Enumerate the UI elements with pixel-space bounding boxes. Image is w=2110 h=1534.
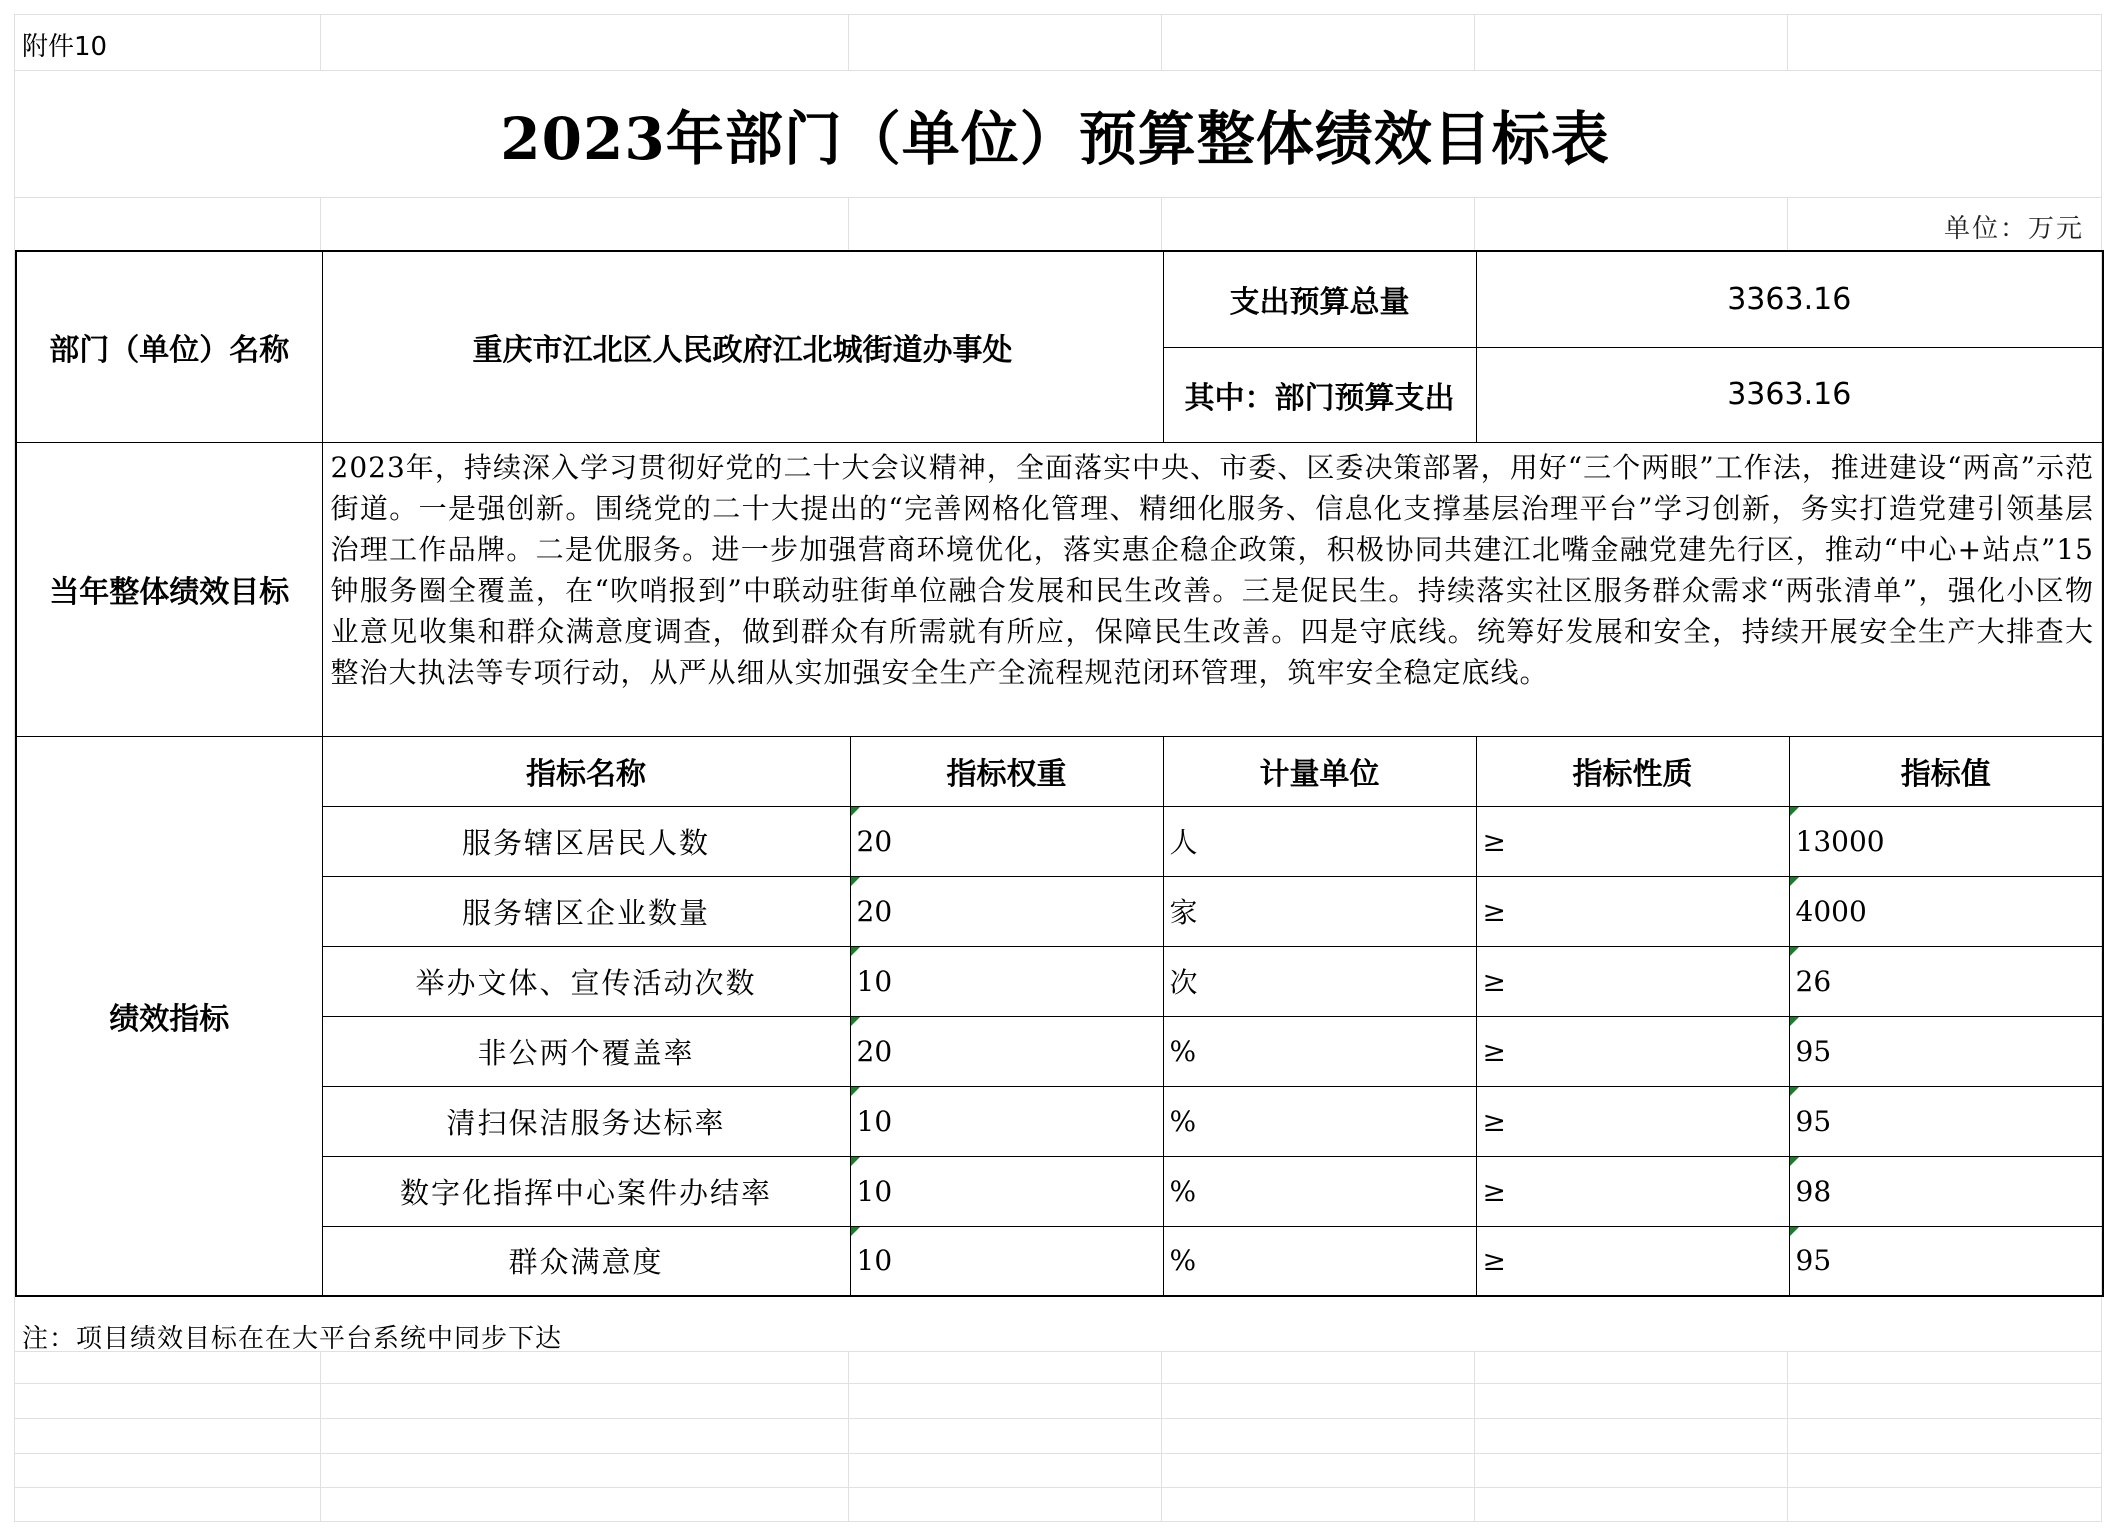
indicator-unit: %: [1163, 1226, 1476, 1296]
indicator-weight: 20: [850, 876, 1163, 946]
dept-label-cell: [16, 251, 322, 442]
indicators-label-cell: [16, 736, 322, 1296]
dept-budget-label-cell: [1163, 347, 1476, 442]
col-header-value: 指标值: [1789, 736, 2103, 806]
indicator-value: 95: [1789, 1086, 2103, 1156]
indicator-unit: 人: [1163, 806, 1476, 876]
table-row: [16, 876, 2103, 946]
total-label-cell: [1163, 251, 1476, 347]
indicator-weight: 20: [850, 806, 1163, 876]
total-value-cell: [1476, 251, 2103, 347]
indicator-weight: 20: [850, 1016, 1163, 1086]
indicator-value: 13000: [1789, 806, 2103, 876]
indicator-nature: ≥: [1476, 806, 1789, 876]
indicator-value: 26: [1789, 946, 2103, 1016]
indicator-value: 95: [1789, 1016, 2103, 1086]
indicator-weight: 10: [850, 1156, 1163, 1226]
indicator-name: 举办文体、宣传活动次数: [322, 946, 850, 1016]
indicator-value: 95: [1789, 1226, 2103, 1296]
dept-label: 部门（单位）名称: [49, 332, 290, 368]
col-header-weight: 指标权重: [850, 736, 1163, 806]
total-label: 支出预算总量: [1229, 285, 1410, 321]
indicator-unit: 家: [1163, 876, 1476, 946]
goal-text-cell: [322, 442, 2103, 736]
indicator-nature: ≥: [1476, 1016, 1789, 1086]
indicator-nature: ≥: [1476, 876, 1789, 946]
indicator-weight: 10: [850, 1226, 1163, 1296]
col-header-unit: 计量单位: [1163, 736, 1476, 806]
indicators-label: 绩效指标: [109, 1001, 230, 1037]
table-row: [16, 946, 2103, 1016]
table-row: [16, 806, 2103, 876]
performance-table: [15, 250, 2104, 1297]
indicator-nature: ≥: [1476, 1086, 1789, 1156]
table-row: [16, 1226, 2103, 1296]
indicator-unit: %: [1163, 1086, 1476, 1156]
indicator-name: 清扫保洁服务达标率: [322, 1086, 850, 1156]
table-row: [16, 1086, 2103, 1156]
unit-label: 单位：万元: [1943, 214, 2084, 244]
page-title: 2023年部门（单位）预算整体绩效目标表: [500, 105, 1610, 173]
dept-budget-value-cell: [1476, 347, 2103, 442]
indicator-nature: ≥: [1476, 946, 1789, 1016]
goal-label-cell: [16, 442, 322, 736]
indicator-value: 4000: [1789, 876, 2103, 946]
indicator-unit: %: [1163, 1016, 1476, 1086]
dept-budget-value: 3363.16: [1727, 377, 1852, 412]
table-row: [16, 1016, 2103, 1086]
dept-name: 重庆市江北区人民政府江北城街道办事处: [472, 332, 1013, 368]
indicator-unit: %: [1163, 1156, 1476, 1226]
indicator-name: 非公两个覆盖率: [322, 1016, 850, 1086]
indicator-weight: 10: [850, 1086, 1163, 1156]
indicator-name: 服务辖区企业数量: [322, 876, 850, 946]
indicator-unit: 次: [1163, 946, 1476, 1016]
total-value: 3363.16: [1727, 281, 1852, 317]
indicator-nature: ≥: [1476, 1156, 1789, 1226]
indicator-nature: ≥: [1476, 1226, 1789, 1296]
col-header-name: 指标名称: [322, 736, 850, 806]
indicator-weight: 10: [850, 946, 1163, 1016]
indicator-name: 数字化指挥中心案件办结率: [322, 1156, 850, 1226]
attachment-label: 附件10: [22, 32, 108, 62]
dept-budget-label: 其中：部门预算支出: [1184, 380, 1455, 416]
indicator-value: 98: [1789, 1156, 2103, 1226]
table-row: [16, 1156, 2103, 1226]
indicator-name: 服务辖区居民人数: [322, 806, 850, 876]
dept-name-cell: [322, 251, 1163, 442]
indicator-name: 群众满意度: [322, 1226, 850, 1296]
footnote: 注：项目绩效目标在在大平台系统中同步下达: [22, 1324, 563, 1354]
col-header-nature: 指标性质: [1476, 736, 1789, 806]
goal-label: 当年整体绩效目标: [49, 575, 290, 610]
goal-text: 2023年，持续深入学习贯彻好党的二十大会议精神，全面落实中央、市委、区委决策部署，用好“三个两眼”工作法，推进建设“两高”示范街道。一是强创新。围绕党的二十大提出的“完善网格化管理、精细化服务、信息化支撑基层治理平台”学习创新，务实打造党建引领基层治理工作品牌。二是优服务。进一步加强营商环境优化，落实惠企稳企政策，积极协同共建江北嘴金融党建先行区，推动“中心+站点”15钟服务圈全覆盖，在“吹哨报到”中联动驻街单位融合发展和民生改善。三是促民生。持续落实社区服务群众需求“两张清单”，强化小区物业意见收集和群众满意度调查，做到群众有所需就有所应，保障民生改善。四是守底线。统筹好发展和安全，持续开展安全生产大排查大整治大执法等专项行动，从严从细从实加强安全生产全流程规范闭环管理，筑牢安全稳定底线。: [330, 450, 2094, 689]
